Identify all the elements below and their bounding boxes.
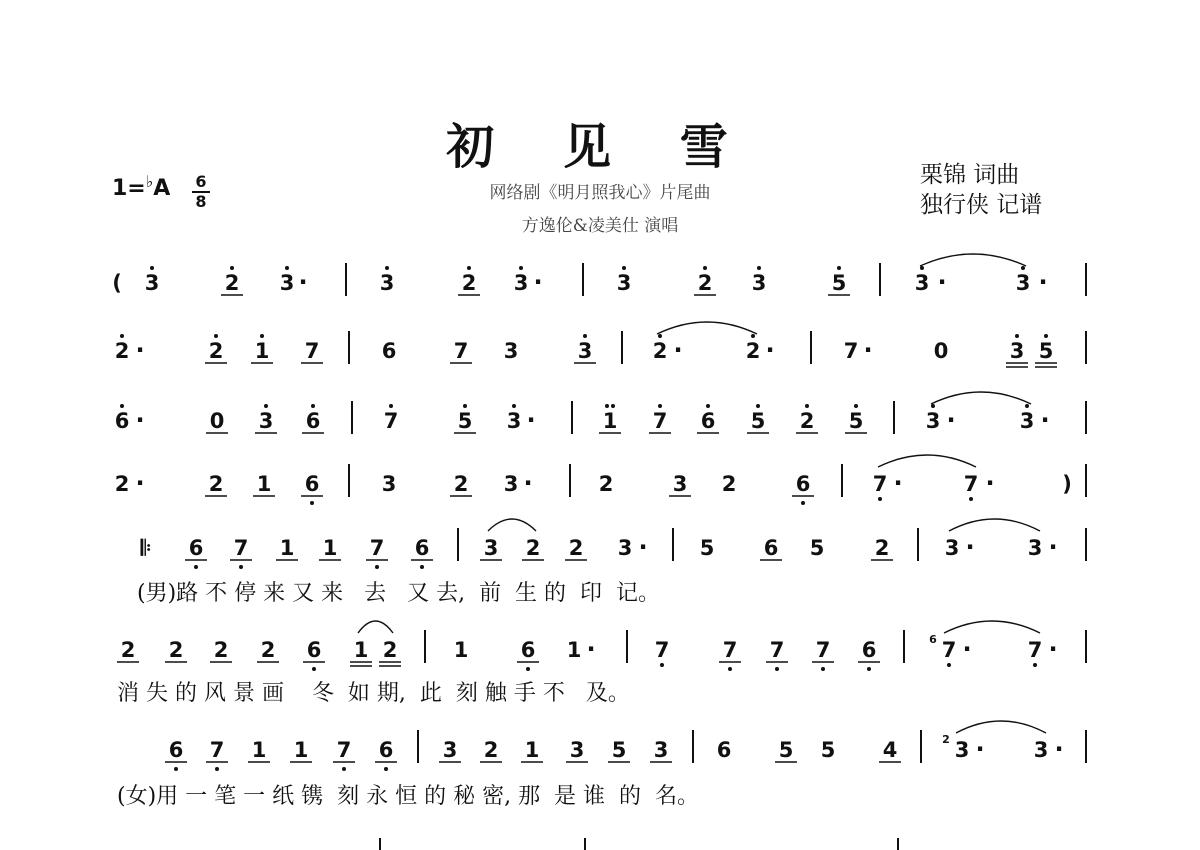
note: 2 [260, 638, 276, 662]
note: 2 [114, 339, 130, 363]
octave-down-dot [775, 667, 779, 671]
note: 2 [120, 638, 136, 662]
octave-down-dot [215, 767, 219, 771]
note: 3 [1009, 339, 1025, 363]
octave-up-dot [583, 334, 587, 338]
note: 6 [114, 409, 130, 433]
duration-dot: · [893, 469, 903, 497]
note: 6 [378, 738, 394, 762]
note: 7 [1027, 638, 1043, 662]
slur [657, 322, 757, 334]
octave-up-dot [703, 266, 707, 270]
flat-sign: ♭ [145, 172, 154, 191]
note: 2 [453, 472, 469, 496]
note: 6 [305, 409, 321, 433]
note: 1 [279, 536, 295, 560]
note: 1 [353, 638, 369, 662]
octave-up-dot [230, 266, 234, 270]
note: 7 [369, 536, 385, 560]
octave-down-dot [947, 663, 951, 667]
note: 3 [751, 271, 767, 295]
duration-dot: · [1040, 406, 1050, 434]
octave-up-dot [512, 404, 516, 408]
duration-dot: · [298, 268, 308, 296]
duration-dot: · [1048, 533, 1058, 561]
octave-down-dot [310, 501, 314, 505]
note: ( [112, 271, 122, 295]
note: 3 [1015, 271, 1031, 295]
duration-dot: · [523, 469, 533, 497]
note: 3 [954, 738, 970, 762]
time-numerator: 6 [195, 172, 207, 191]
note: 1 [453, 638, 469, 662]
note: 7 [769, 638, 785, 662]
octave-down-dot [526, 667, 530, 671]
key-prefix: 1= [112, 176, 146, 201]
note: 3 [279, 271, 295, 295]
note: 6 [861, 638, 877, 662]
note: 1 [322, 536, 338, 560]
note: 2 [697, 271, 713, 295]
octave-up-dot [463, 404, 467, 408]
note: 2 [208, 472, 224, 496]
octave-up-dot [622, 266, 626, 270]
duration-dot: · [1048, 635, 1058, 663]
note: 𝄆 [140, 536, 152, 560]
note: 3 [144, 271, 160, 295]
note: 3 [381, 472, 397, 496]
note: 0 [933, 339, 949, 363]
note: 3 [442, 738, 458, 762]
note: 5 [820, 738, 836, 762]
octave-down-dot [375, 565, 379, 569]
octave-up-dot [311, 404, 315, 408]
note: 2 [114, 472, 130, 496]
duration-dot: · [975, 735, 985, 763]
octave-down-dot [420, 565, 424, 569]
note: 6 [795, 472, 811, 496]
grace-note: 6 [929, 633, 937, 646]
note: 1 [254, 339, 270, 363]
octave-up-dot [1044, 334, 1048, 338]
octave-up-dot [757, 266, 761, 270]
octave-down-dot [1033, 663, 1037, 667]
note: 6 [520, 638, 536, 662]
octave-down-dot [728, 667, 732, 671]
octave-up-dot [920, 266, 924, 270]
note: 3 [379, 271, 395, 295]
octave-up-dot [260, 334, 264, 338]
octave-down-dot [239, 565, 243, 569]
octave-up-dot [150, 266, 154, 270]
note: 1 [524, 738, 540, 762]
octave-down-dot [174, 767, 178, 771]
note: 3 [616, 271, 632, 295]
note: 5 [778, 738, 794, 762]
note: 2 [461, 271, 477, 295]
note: 7 [963, 472, 979, 496]
note: 3 [577, 339, 593, 363]
note: 3 [503, 339, 519, 363]
note: 6 [306, 638, 322, 662]
note: 7 [209, 738, 225, 762]
note: 1 [256, 472, 272, 496]
note: 3 [653, 738, 669, 762]
lyric-line: 消 失 的 风 景 画 冬 如 期, 此 刻 触 手 不 及。 [117, 681, 630, 706]
note: 2 [598, 472, 614, 496]
note: 5 [699, 536, 715, 560]
key-note: A [153, 176, 171, 201]
note: 3 [914, 271, 930, 295]
note: 2 [483, 738, 499, 762]
note: 3 [513, 271, 529, 295]
note: 6 [381, 339, 397, 363]
octave-up-dot [805, 404, 809, 408]
performers: 方逸伦&凌美仕 演唱 [521, 216, 679, 236]
song-title: 初 见 雪 [446, 119, 754, 175]
note: 2 [799, 409, 815, 433]
octave-down-dot [867, 667, 871, 671]
note: 2 [568, 536, 584, 560]
duration-dot: · [1038, 268, 1048, 296]
note: 6 [414, 536, 430, 560]
slur [944, 621, 1040, 633]
note: 7 [304, 339, 320, 363]
octave-up-dot [467, 266, 471, 270]
grace-note: 2 [942, 733, 950, 746]
duration-dot: · [673, 336, 683, 364]
duration-dot: · [965, 533, 975, 561]
note: 2 [168, 638, 184, 662]
slur [358, 621, 393, 633]
octave-up-dot [931, 404, 935, 408]
octave-up-dot [120, 334, 124, 338]
octave-down-dot [342, 767, 346, 771]
octave-up-dot [658, 334, 662, 338]
note: 3 [1019, 409, 1035, 433]
slur [878, 455, 976, 467]
octave-up-dot [385, 266, 389, 270]
duration-dot: · [962, 635, 972, 663]
note: 3 [258, 409, 274, 433]
note: 1 [293, 738, 309, 762]
octave-up-dot [285, 266, 289, 270]
note: 1 [566, 638, 582, 662]
octave-down-dot [969, 497, 973, 501]
octave-down-dot [821, 667, 825, 671]
note: 6 [763, 536, 779, 560]
octave-up-dot [658, 404, 662, 408]
octave-up-dot [264, 404, 268, 408]
note: 2 [224, 271, 240, 295]
note: 5 [611, 738, 627, 762]
octave-up-dot [605, 404, 609, 408]
slur [949, 519, 1040, 531]
octave-up-dot [706, 404, 710, 408]
note: 2 [721, 472, 737, 496]
note: 7 [941, 638, 957, 662]
note: ) [1062, 472, 1072, 496]
note: 1 [251, 738, 267, 762]
octave-down-dot [194, 565, 198, 569]
note: 6 [168, 738, 184, 762]
note: 2 [652, 339, 668, 363]
slur [931, 392, 1031, 404]
note: 5 [848, 409, 864, 433]
note: 3 [483, 536, 499, 560]
transcriber: 独行侠 记谱 [920, 192, 1043, 218]
duration-dot: · [533, 268, 543, 296]
octave-down-dot [384, 767, 388, 771]
note: 3 [925, 409, 941, 433]
lyric-line: (女)用 一 笔 一 纸 镌 刻 永 恒 的 秘 密, 那 是 谁 的 名。 [117, 784, 700, 809]
note: 3 [617, 536, 633, 560]
note: 3 [672, 472, 688, 496]
duration-dot: · [1054, 735, 1064, 763]
note: 3 [506, 409, 522, 433]
note: 7 [336, 738, 352, 762]
note: 3 [569, 738, 585, 762]
note: 3 [944, 536, 960, 560]
note: 7 [652, 409, 668, 433]
song-subtitle: 网络剧《明月照我心》片尾曲 [489, 183, 711, 203]
note: 6 [188, 536, 204, 560]
note: 6 [700, 409, 716, 433]
note: 2 [525, 536, 541, 560]
note: 7 [815, 638, 831, 662]
note: 4 [882, 738, 898, 762]
note: 6 [304, 472, 320, 496]
duration-dot: · [526, 406, 536, 434]
slur [956, 721, 1046, 733]
slur [488, 519, 536, 531]
duration-dot: · [586, 635, 596, 663]
octave-up-dot [854, 404, 858, 408]
note: 2 [213, 638, 229, 662]
note: 2 [208, 339, 224, 363]
note: 1 [602, 409, 618, 433]
note: 3 [503, 472, 519, 496]
octave-up-dot [1025, 404, 1029, 408]
note: 7 [383, 409, 399, 433]
duration-dot: · [765, 336, 775, 364]
octave-up-dot [214, 334, 218, 338]
note: 2 [874, 536, 890, 560]
octave-up-dot [120, 404, 124, 408]
lyricist-composer: 栗锦 词曲 [920, 162, 1020, 188]
note: 5 [831, 271, 847, 295]
note: 7 [233, 536, 249, 560]
note: 5 [809, 536, 825, 560]
octave-down-dot [660, 663, 664, 667]
note: 5 [1038, 339, 1054, 363]
duration-dot: · [135, 336, 145, 364]
duration-dot: · [135, 406, 145, 434]
duration-dot: · [985, 469, 995, 497]
duration-dot: · [135, 469, 145, 497]
octave-up-dot [751, 334, 755, 338]
note: 2 [745, 339, 761, 363]
note: 3 [1027, 536, 1043, 560]
note: 3 [1033, 738, 1049, 762]
slur [920, 254, 1026, 266]
octave-up-dot [1015, 334, 1019, 338]
note: 0 [209, 409, 225, 433]
octave-up-dot [519, 266, 523, 270]
duration-dot: · [946, 406, 956, 434]
octave-down-dot [801, 501, 805, 505]
note: 5 [750, 409, 766, 433]
note: 7 [872, 472, 888, 496]
octave-down-dot [878, 497, 882, 501]
note: 2 [382, 638, 398, 662]
note: 7 [654, 638, 670, 662]
octave-up-dot [1021, 266, 1025, 270]
duration-dot: · [638, 533, 648, 561]
note: 7 [722, 638, 738, 662]
octave-up-dot [837, 266, 841, 270]
note: 7 [843, 339, 859, 363]
octave-up-dot [389, 404, 393, 408]
duration-dot: · [863, 336, 873, 364]
octave-down-dot [312, 667, 316, 671]
octave-up-dot [611, 404, 615, 408]
duration-dot: · [937, 268, 947, 296]
note: 6 [716, 738, 732, 762]
time-denominator: 8 [195, 192, 207, 211]
note: 7 [453, 339, 469, 363]
lyric-line: (男)路 不 停 来 又 来 去 又 去, 前 生 的 印 记。 [137, 581, 661, 606]
octave-up-dot [756, 404, 760, 408]
note: 5 [457, 409, 473, 433]
